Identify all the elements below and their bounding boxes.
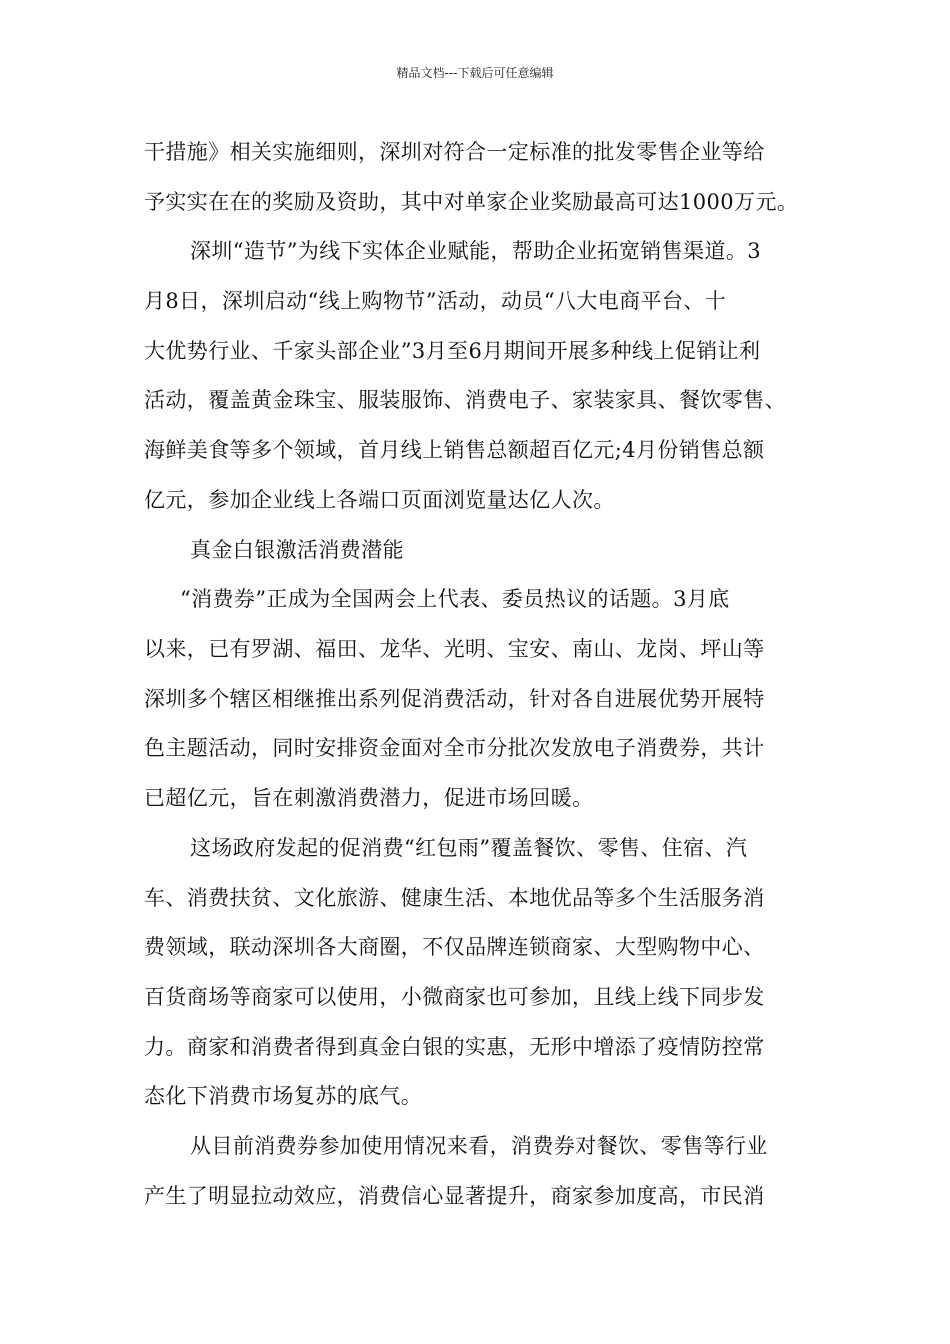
text-line: 百货商场等商家可以使用，小微商家也可参加，且线上线下同步发 (144, 985, 765, 1009)
text-line: 产生了明显拉动效应，消费信心显著提升，商家参加度高，市民消 (144, 1184, 765, 1208)
paragraph-start: 深圳“造节”为线下实体企业赋能，帮助企业拓宽销售渠道。3 (190, 239, 762, 263)
text-line: 大优势行业、千家头部企业”3月至6月期间开展多种线上促销让利 (144, 339, 761, 363)
text-line: 活动，覆盖黄金珠宝、服装服饰、消费电子、家装家具、餐饮零售、 (144, 388, 786, 412)
section-heading: 真金白银激活消费潜能 (190, 538, 404, 562)
text-line: 深圳多个辖区相继推出系列促消费活动，针对各自进展优势开展特 (144, 687, 765, 711)
text-line: 月8日，深圳启动“线上购物节”活动，动员“八大电商平台、十 (144, 289, 727, 313)
page-header: 精品文档---下载后可任意编辑 (396, 66, 554, 80)
text-line: 予实实在在的奖励及资助，其中对单家企业奖励最高可达1000万元。 (144, 190, 799, 214)
text-line: 车、消费扶贫、文化旅游、健康生活、本地优品等多个生活服务消 (144, 886, 765, 910)
text-line: 以来，已有罗湖、福田、龙华、光明、宝安、南山、龙岗、坪山等 (144, 637, 765, 661)
text-line: 海鲜美食等多个领域，首月线上销售总额超百亿元;4月份销售总额 (144, 438, 765, 462)
text-line: 色主题活动，同时安排资金面对全市分批次发放电子消费券，共计 (144, 736, 765, 760)
text-line: 费领域，联动深圳各大商圈，不仅品牌连锁商家、大型购物中心、 (144, 935, 765, 959)
paragraph-start: “消费券”正成为全国两会上代表、委员热议的话题。3月底 (180, 587, 730, 611)
text-line: 态化下消费市场复苏的底气。 (144, 1084, 423, 1108)
paragraph-start: 从目前消费券参加使用情况来看，消费券对餐饮、零售等行业 (190, 1134, 768, 1158)
text-line: 已超亿元，旨在刺激消费潜力，促进市场回暖。 (144, 786, 594, 810)
text-line: 力。商家和消费者得到真金白银的实惠，无形中增添了疫情防控常 (144, 1035, 765, 1059)
text-line: 干措施》相关实施细则，深圳对符合一定标准的批发零售企业等给 (144, 140, 765, 164)
paragraph-start: 这场政府发起的促消费“红包雨”覆盖餐饮、零售、住宿、汽 (190, 836, 748, 860)
text-line: 亿元，参加企业线上各端口页面浏览量达亿人次。 (144, 488, 615, 512)
